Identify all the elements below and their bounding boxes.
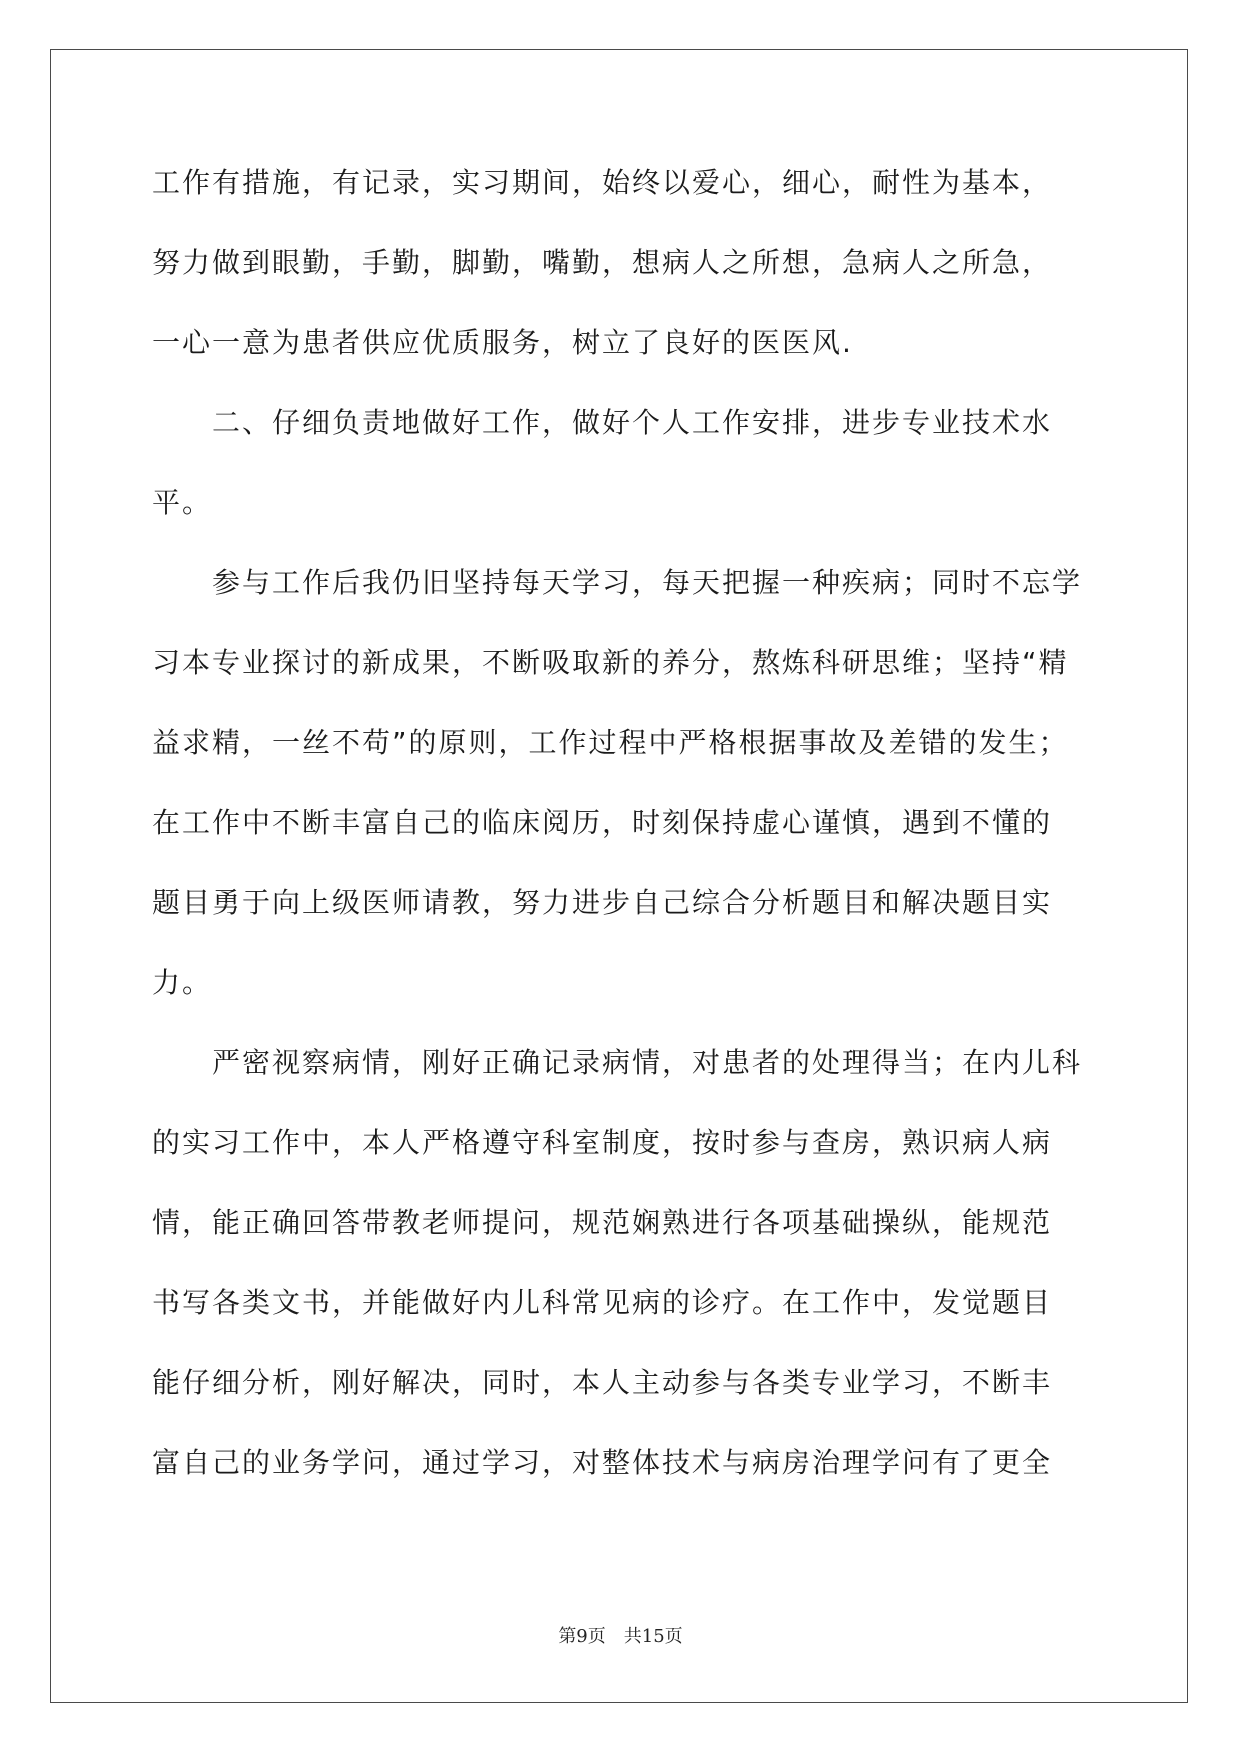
text-line: 书写各类文书，并能做好内儿科常见病的诊疗。在工作中，发觉题目: [152, 1286, 1053, 1319]
text-line: 二、仔细负责地做好工作，做好个人工作安排，进步专业技术水: [212, 406, 1053, 439]
page-total: 共15页: [623, 1626, 683, 1647]
text-line: 工作有措施，有记录，实习期间，始终以爱心，细心，耐性为基本，: [152, 166, 1053, 199]
text-line: 力。: [152, 966, 213, 999]
page-footer: [0, 1625, 1241, 1649]
text-line: 在工作中不断丰富自己的临床阅历，时刻保持虚心谨慎，遇到不懂的: [152, 806, 1053, 839]
text-line: 一心一意为患者供应优质服务，树立了良好的医医风.: [152, 326, 853, 359]
text-line: 情，能正确回答带教老师提问，规范娴熟进行各项基础操纵，能规范: [152, 1206, 1053, 1239]
text-line: 的实习工作中，本人严格遵守科室制度，按时参与查房，熟识病人病: [152, 1126, 1053, 1159]
text-line: 富自己的业务学问，通过学习，对整体技术与病房治理学问有了更全: [152, 1446, 1053, 1479]
text-line: 努力做到眼勤，手勤，脚勤，嘴勤，想病人之所想，急病人之所急，: [152, 246, 1053, 279]
text-line: 益求精，一丝不苟”的原则，工作过程中严格根据事故及差错的发生；: [152, 726, 1069, 759]
text-line: 严密视察病情，刚好正确记录病情，对患者的处理得当；在内儿科: [212, 1046, 1083, 1079]
text-line: 能仔细分析，刚好解决，同时，本人主动参与各类专业学习，不断丰: [152, 1366, 1053, 1399]
page-number: 第9页: [558, 1626, 606, 1647]
text-line: 参与工作后我仍旧坚持每天学习，每天把握一种疾病；同时不忘学: [212, 566, 1083, 599]
text-line: 平。: [152, 486, 213, 519]
text-line: 习本专业探讨的新成果，不断吸取新的养分，熬炼科研思维；坚持“精: [152, 646, 1069, 679]
text-line: 题目勇于向上级医师请教，努力进步自己综合分析题目和解决题目实: [152, 886, 1053, 919]
